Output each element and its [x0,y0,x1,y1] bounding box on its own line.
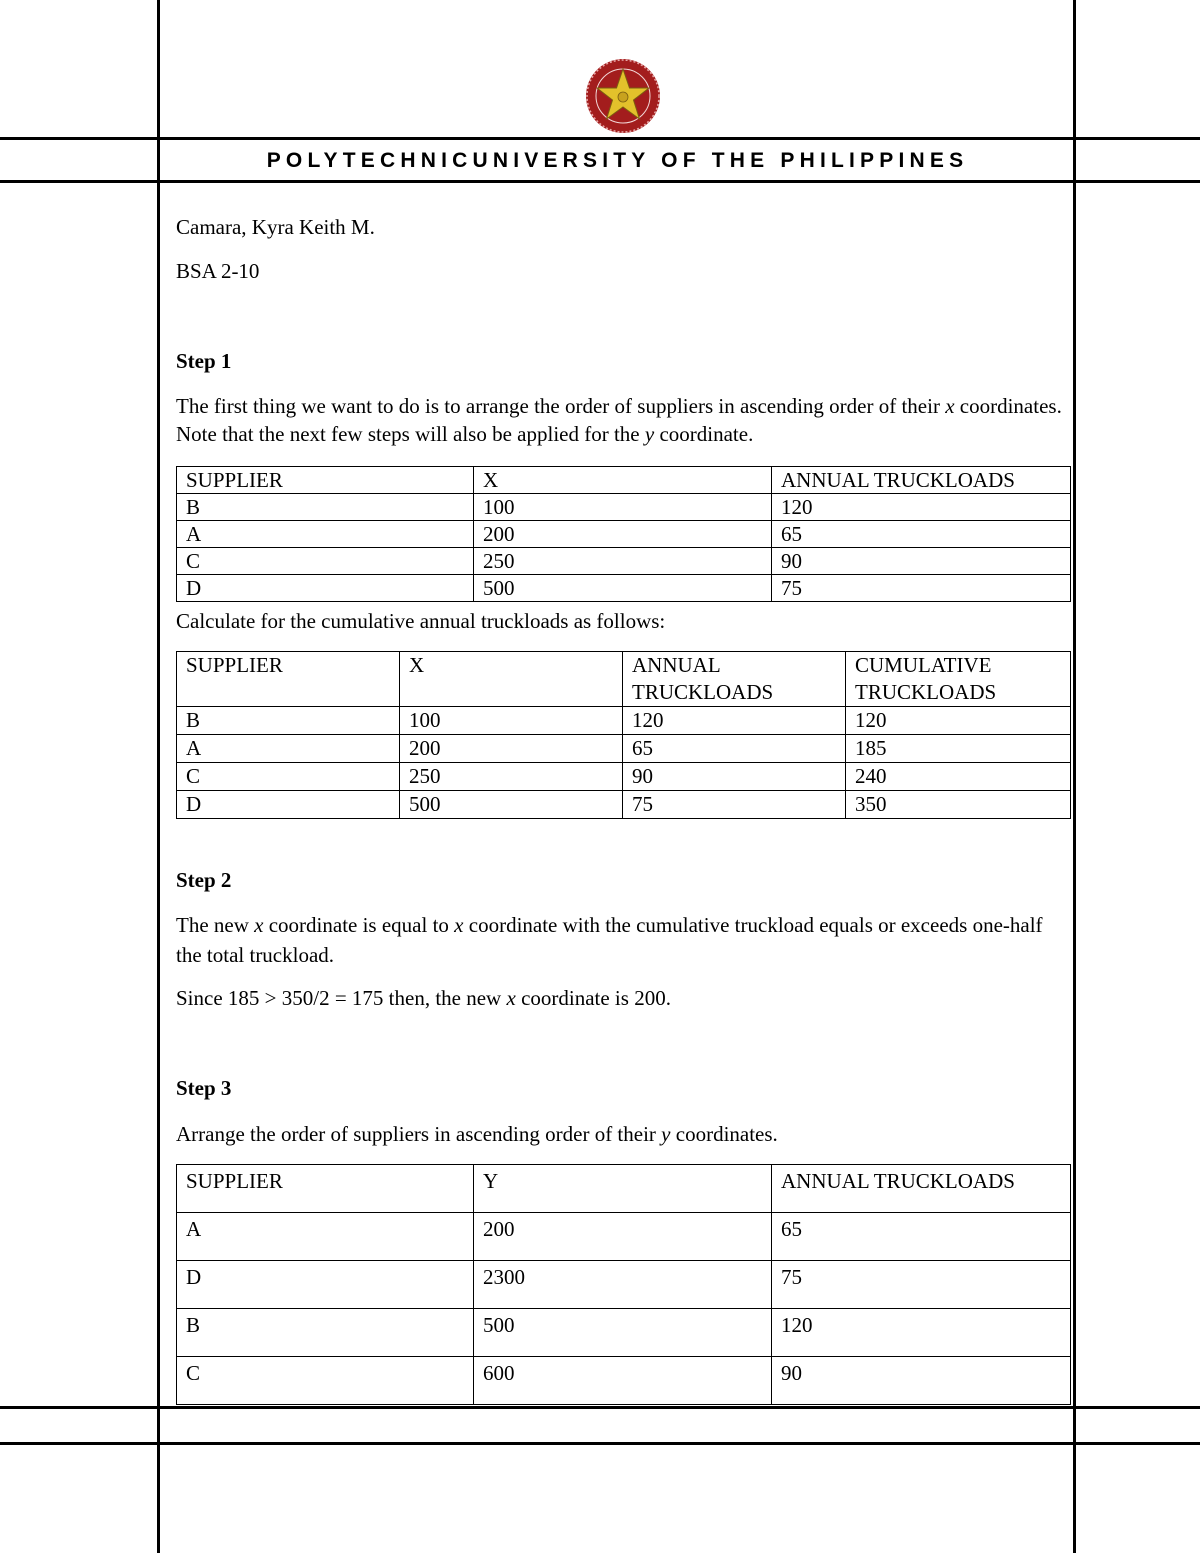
table-cell: 75 [772,575,1071,602]
cumulative-instruction: Calculate for the cumulative annual truckloads as follows: [176,609,666,633]
frame-top-line-2 [0,180,1200,183]
table-cell: 75 [623,791,846,819]
table-row [177,1309,1071,1357]
header-cell: X [400,652,623,707]
step3-intro: Arrange the order of suppliers in ascending order of their y coordinates. [176,1122,778,1146]
table-row [177,1357,1071,1405]
table-row [177,791,1071,819]
table-cell: C [177,548,474,575]
table-cell: 200 [474,1213,772,1261]
table-cell: 75 [772,1261,1071,1309]
table-cell: 100 [474,494,772,521]
table-cell: 500 [474,1309,772,1357]
table-row [177,763,1071,791]
pup-seal-icon [585,58,661,134]
table-cell: D [177,575,474,602]
table-cell: 350 [846,791,1071,819]
table-row [177,494,1071,521]
table-cell: A [177,735,400,763]
table-cell: 90 [772,548,1071,575]
table-cell: D [177,791,400,819]
table-cell: 90 [772,1357,1071,1405]
header-cell: ANNUAL TRUCKLOADS [772,1165,1071,1213]
step2-rule: The new x coordinate is equal to x coordinate with the cumulative truckload equals or exceeds one-half the total truckload. [176,913,1043,967]
table-cell: A [177,521,474,548]
table-header-row [177,467,1071,494]
student-section: BSA 2-10 [176,259,260,283]
table-cell: A [177,1213,474,1261]
table-cell: C [177,1357,474,1405]
table-cell: 120 [846,707,1071,735]
table-header-row [177,652,1071,707]
header-cell: Y [474,1165,772,1213]
table-cell: 240 [846,763,1071,791]
header-cell: SUPPLIER [177,1165,474,1213]
table-row [177,1261,1071,1309]
frame-bottom-line-2 [0,1442,1200,1445]
table-cell: B [177,707,400,735]
table-row [177,735,1071,763]
table-cell: 185 [846,735,1071,763]
table-cell: 100 [400,707,623,735]
frame-bottom-line-1 [0,1406,1200,1409]
step2-heading: Step 2 [176,868,232,892]
student-name: Camara, Kyra Keith M. [176,215,375,239]
frame-top-line-1 [0,137,1200,140]
table-cell: 2300 [474,1261,772,1309]
table-cell: C [177,763,400,791]
table-cell: B [177,494,474,521]
frame-right-line [1073,0,1076,1553]
table-row [177,548,1071,575]
table-cell: 500 [400,791,623,819]
table-y-sorted [176,1164,1071,1405]
step1-intro: The first thing we want to do is to arrange the order of suppliers in ascending order of their x coordinates. Note that the next few steps will also be applied for the y coordinate. [176,394,1062,446]
header-cell: SUPPLIER [177,467,474,494]
header-cell: ANNUAL TRUCKLOADS [772,467,1071,494]
step2-result: Since 185 > 350/2 = 175 then, the new x coordinate is 200. [176,986,671,1010]
step3-heading: Step 3 [176,1076,232,1100]
table-row [177,707,1071,735]
table-cell: 65 [772,1213,1071,1261]
table-cell: 65 [772,521,1071,548]
table-cell: 65 [623,735,846,763]
step1-heading: Step 1 [176,349,232,373]
table-row [177,521,1071,548]
table-header-row [177,1165,1071,1213]
table-row [177,575,1071,602]
table-cell: 90 [623,763,846,791]
table-cell: 500 [474,575,772,602]
header-cell: ANNUAL TRUCKLOADS [623,652,846,707]
table-cell: 200 [400,735,623,763]
table-cell: 200 [474,521,772,548]
header-cell: CUMULATIVE TRUCKLOADS [846,652,1071,707]
university-title: POLYTECHNICUNIVERSITY OF THE PHILIPPINES [266,149,969,172]
table-cell: D [177,1261,474,1309]
table-cell: 120 [772,494,1071,521]
frame-left-line [157,0,160,1553]
table-cell: 250 [400,763,623,791]
table-cell: 120 [623,707,846,735]
table-cell: B [177,1309,474,1357]
header-cell: X [474,467,772,494]
header-cell: SUPPLIER [177,652,400,707]
table-cell: 600 [474,1357,772,1405]
table-x-sorted [176,466,1071,602]
table-cumulative [176,651,1071,819]
table-row [177,1213,1071,1261]
table-cell: 120 [772,1309,1071,1357]
table-cell: 250 [474,548,772,575]
